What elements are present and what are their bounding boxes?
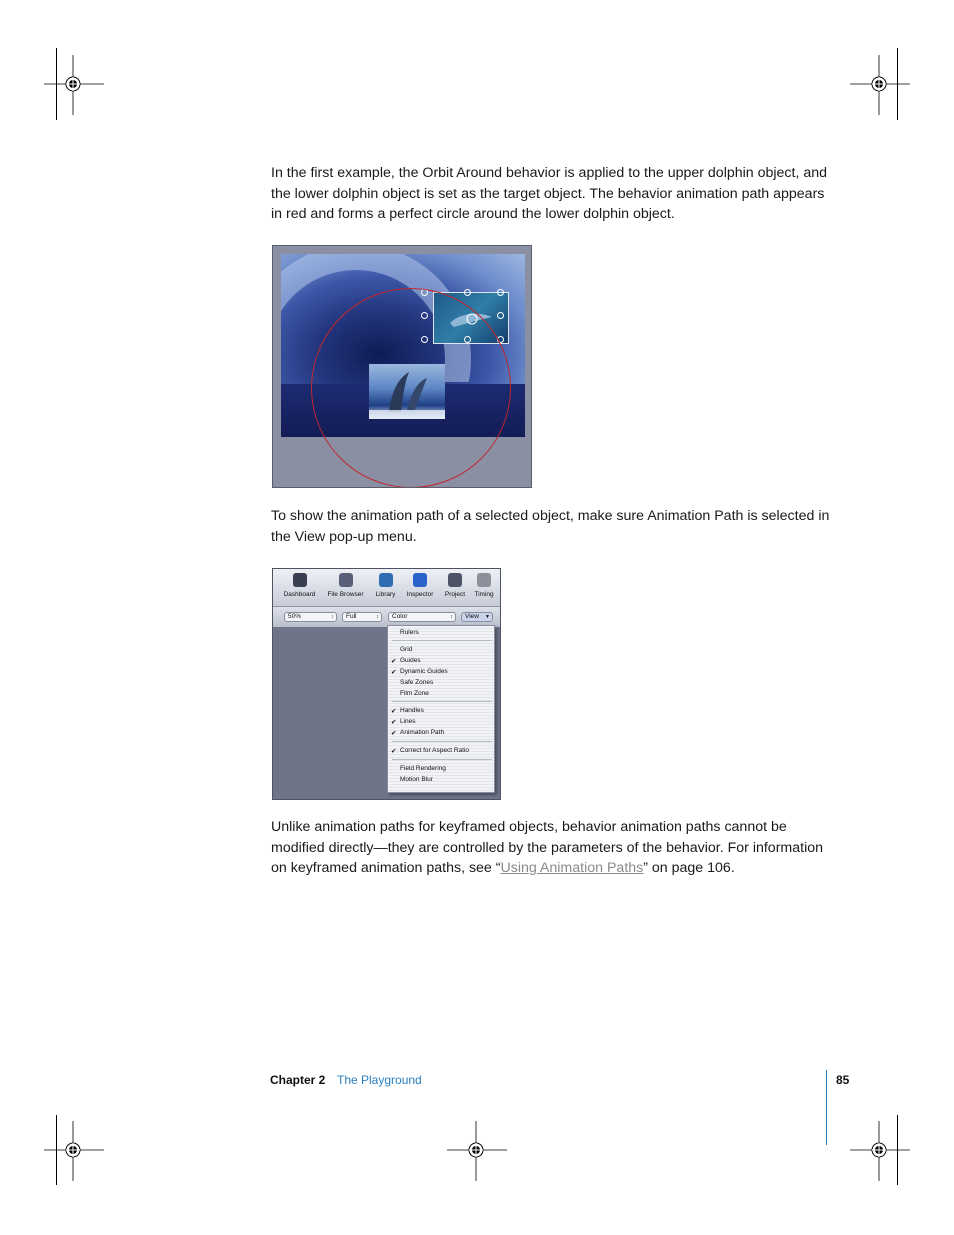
registration-mark-icon xyxy=(44,1121,104,1181)
checkmark-icon: ✔ xyxy=(391,719,397,726)
inspector-icon xyxy=(413,573,427,587)
toolbar-button-file-browser[interactable] xyxy=(322,573,369,598)
toolbar xyxy=(273,569,501,607)
file-browser-icon xyxy=(339,573,353,587)
menu-separator xyxy=(392,701,492,702)
footer-chapter: Chapter 2 xyxy=(270,1073,326,1087)
crop-mark xyxy=(56,48,57,120)
menu-separator xyxy=(392,640,492,641)
canvas-controls xyxy=(273,607,501,627)
selection-handle[interactable] xyxy=(497,312,504,319)
project-icon xyxy=(448,573,462,587)
chevron-down-icon: ▼ xyxy=(485,614,490,620)
paragraph-text: Unlike animation paths for keyframed objects, behavior animation paths cannot be modified directly—they are controlled by the parameters of the behavior. For information on keyframed animation paths, see “ xyxy=(271,819,824,876)
updown-arrow-icon: ↕ xyxy=(450,614,453,620)
toolbar-button-label: Timing xyxy=(474,591,494,598)
menu-item-film-zone[interactable] xyxy=(388,690,494,700)
view-menu xyxy=(387,625,495,793)
toolbar-button-inspector[interactable] xyxy=(402,573,438,598)
updown-arrow-icon: ↕ xyxy=(331,614,334,620)
view-popup[interactable] xyxy=(461,612,493,622)
checkmark-icon: ✔ xyxy=(391,708,397,715)
menu-item-label: Rulers xyxy=(400,629,419,636)
checkmark-icon: ✔ xyxy=(391,730,397,737)
registration-mark-icon xyxy=(44,55,104,115)
registration-mark-icon xyxy=(850,1121,910,1181)
selection-handle[interactable] xyxy=(497,289,504,296)
body-paragraph: In the first example, the Orbit Around behavior is applied to the upper dolphin object, and the lower dolphin object is set as the target object. The behavior animation path appears in red and forms a perfect circle around the lower dolphin object. xyxy=(271,165,828,222)
menu-item-dynamic-guides[interactable] xyxy=(388,668,494,678)
menu-item-label: Safe Zones xyxy=(400,679,434,686)
menu-item-motion-blur[interactable] xyxy=(388,776,494,786)
toolbar-button-project[interactable] xyxy=(441,573,469,598)
view-menu-figure xyxy=(272,568,501,800)
menu-item-guides[interactable] xyxy=(388,657,494,667)
menu-separator xyxy=(392,759,492,760)
menu-item-lines[interactable] xyxy=(388,718,494,728)
view-value: View xyxy=(465,613,479,620)
resolution-popup[interactable] xyxy=(342,612,382,622)
menu-item-label: Guides xyxy=(400,657,421,664)
updown-arrow-icon: ↕ xyxy=(376,614,379,620)
selection-handle[interactable] xyxy=(464,289,471,296)
toolbar-button-timing[interactable] xyxy=(471,573,497,598)
menu-separator xyxy=(392,741,492,742)
registration-mark-icon xyxy=(850,55,910,115)
dashboard-icon xyxy=(293,573,307,587)
toolbar-button-label: Library xyxy=(375,591,396,598)
resolution-value: Full xyxy=(346,613,357,620)
footer-divider xyxy=(826,1070,827,1145)
timing-icon xyxy=(477,573,491,587)
body-paragraph xyxy=(271,817,831,879)
menu-item-grid[interactable] xyxy=(388,646,494,656)
menu-item-animation-path[interactable] xyxy=(388,729,494,739)
menu-item-label: Dynamic Guides xyxy=(400,668,448,675)
toolbar-button-label: File Browser xyxy=(327,591,364,598)
menu-item-rulers[interactable] xyxy=(388,629,494,639)
animation-path-circle xyxy=(311,288,511,488)
menu-item-handles[interactable] xyxy=(388,707,494,717)
menu-item-label: Lines xyxy=(400,718,416,725)
checkmark-icon: ✔ xyxy=(391,658,397,665)
crop-mark xyxy=(56,1115,57,1185)
checkmark-icon: ✔ xyxy=(391,748,397,755)
zoom-popup[interactable] xyxy=(284,612,337,622)
toolbar-button-dashboard[interactable] xyxy=(277,573,322,598)
menu-item-label: Film Zone xyxy=(400,690,429,697)
menu-item-label: Motion Blur xyxy=(400,776,433,783)
registration-mark-icon xyxy=(447,1121,507,1181)
menu-item-label: Animation Path xyxy=(400,729,445,736)
crop-mark xyxy=(897,48,898,120)
menu-item-field-rendering[interactable] xyxy=(388,765,494,775)
using-animation-paths-link[interactable]: Using Animation Paths xyxy=(500,860,644,876)
page-number: 85 xyxy=(836,1073,850,1087)
menu-item-correct-for-aspect-ratio[interactable] xyxy=(388,747,494,757)
menu-item-label: Handles xyxy=(400,707,424,714)
menu-item-safe-zones[interactable] xyxy=(388,679,494,689)
channels-value: Color xyxy=(392,613,408,620)
toolbar-button-library[interactable] xyxy=(370,573,401,598)
body-paragraph: To show the animation path of a selected object, make sure Animation Path is selected in the View pop-up menu. xyxy=(271,508,830,545)
toolbar-button-label: Dashboard xyxy=(283,591,316,598)
crop-mark xyxy=(897,1115,898,1185)
footer-chapter-title[interactable]: The Playground xyxy=(337,1073,422,1087)
menu-item-label: Grid xyxy=(400,646,413,653)
menu-item-label: Correct for Aspect Ratio xyxy=(400,747,469,754)
zoom-value: 50% xyxy=(288,613,302,620)
toolbar-button-label: Inspector xyxy=(406,591,434,598)
channels-popup[interactable] xyxy=(388,612,456,622)
orbit-around-figure xyxy=(272,245,532,488)
toolbar-button-label: Project xyxy=(444,591,466,598)
checkmark-icon: ✔ xyxy=(391,669,397,676)
library-icon xyxy=(379,573,393,587)
menu-item-label: Field Rendering xyxy=(400,765,446,772)
paragraph-text: ” on page 106. xyxy=(643,860,735,876)
